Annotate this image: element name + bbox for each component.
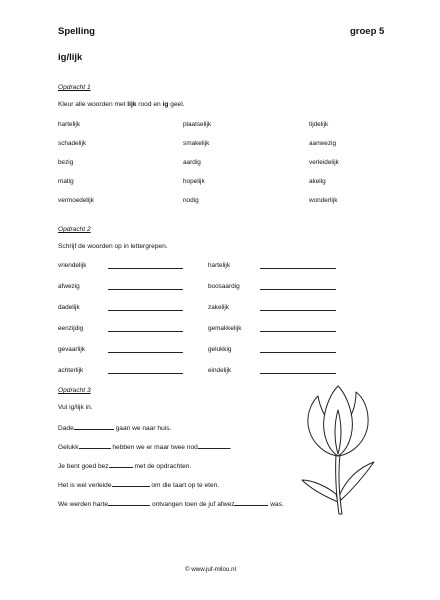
fill-in-blank[interactable] — [108, 499, 150, 506]
syllable-word: gemakkelijk — [208, 325, 242, 332]
syllable-word: vriendelijk — [58, 262, 87, 269]
syllable-word: eindelijk — [208, 367, 232, 374]
answer-line[interactable] — [108, 268, 183, 269]
syllable-word: boosaardig — [208, 283, 240, 290]
worksheet-title: Spelling — [58, 26, 95, 37]
fill-in-sentence: Je bent goed bez met de opdrachten. — [58, 463, 192, 470]
word-item: aanwezig — [309, 140, 337, 147]
fill-in-blank[interactable] — [234, 499, 268, 506]
exercise1-instruction: Kleur alle woorden met lijk rood en ig geel. — [58, 101, 185, 108]
syllable-word: achterlijk — [58, 367, 84, 374]
syllable-word: zakelijk — [208, 304, 229, 311]
fill-in-blank[interactable] — [74, 423, 114, 430]
fill-in-sentence: Het is wel verleide om die taart op te eten. — [58, 482, 220, 489]
exercise3-heading: Opdracht 3 — [58, 387, 91, 394]
word-item: bezig — [58, 159, 74, 166]
word-item: aardig — [183, 159, 201, 166]
word-item: wonderlijk — [309, 197, 338, 204]
exercise3-instruction: Vul ig/lijk in. — [58, 404, 93, 411]
tulip-illustration — [298, 384, 380, 520]
tulip-left-leaf — [302, 480, 338, 502]
syllable-word: hartelijk — [208, 262, 231, 269]
footer-credit: © www.juf-milou.nl — [185, 566, 236, 573]
fill-in-blank[interactable] — [109, 461, 133, 468]
word-item: hartelijk — [58, 121, 81, 128]
fill-in-sentence: Dade gaan we naar huis. — [58, 425, 172, 432]
fill-in-blank[interactable] — [112, 480, 150, 487]
answer-line[interactable] — [260, 352, 336, 353]
word-item: akelig — [309, 178, 326, 185]
word-item: vermoedelijk — [58, 197, 94, 204]
syllable-word: dadelijk — [58, 304, 80, 311]
answer-line[interactable] — [260, 373, 336, 374]
word-item: nodig — [183, 197, 199, 204]
word-item: schadelijk — [58, 140, 87, 147]
answer-line[interactable] — [108, 352, 183, 353]
answer-line[interactable] — [108, 289, 183, 290]
word-item: smakelijk — [183, 140, 210, 147]
word-item: plaatselijk — [183, 121, 212, 128]
answer-line[interactable] — [260, 331, 336, 332]
word-item: verleidelijk — [309, 159, 339, 166]
syllable-word: gevaarlijk — [58, 346, 85, 353]
group-label: groep 5 — [350, 26, 385, 37]
answer-line[interactable] — [108, 331, 183, 332]
word-item: matig — [58, 178, 74, 185]
answer-line[interactable] — [260, 289, 336, 290]
fill-in-sentence: Gelukk hebben we er maar twee nod . — [58, 444, 232, 451]
fill-in-blank[interactable] — [79, 442, 111, 449]
fill-in-sentence: We werden harte ontvangen toen de juf afwez was. — [58, 501, 284, 508]
answer-line[interactable] — [260, 268, 336, 269]
syllable-word: eenzijdig — [58, 325, 84, 332]
answer-line[interactable] — [108, 310, 183, 311]
syllable-word: afwezig — [58, 283, 80, 290]
answer-line[interactable] — [260, 310, 336, 311]
exercise1-heading: Opdracht 1 — [58, 84, 91, 91]
exercise2-instruction: Schrijf de woorden op in lettergrepen. — [58, 243, 168, 250]
tulip-right-leaf — [339, 462, 374, 500]
topic-title: ig/lijk — [58, 52, 83, 63]
exercise2-heading: Opdracht 2 — [58, 226, 91, 233]
tulip-stem — [336, 454, 342, 514]
fill-in-blank[interactable] — [198, 442, 230, 449]
answer-line[interactable] — [108, 373, 183, 374]
syllable-word: gelukkig — [208, 346, 232, 353]
word-item: hopelijk — [183, 178, 205, 185]
word-item: tijdelijk — [309, 121, 329, 128]
